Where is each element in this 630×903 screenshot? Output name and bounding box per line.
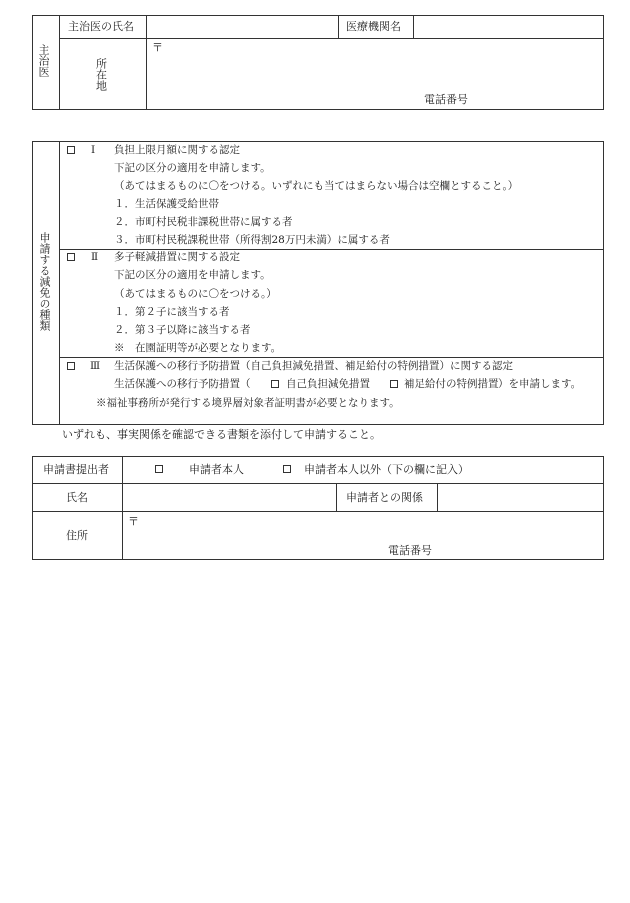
physician-label-divider: [146, 15, 147, 110]
institution-label: 医療機関名: [346, 20, 401, 33]
physician-name-field[interactable]: [150, 21, 335, 35]
submitter-self-checkbox[interactable]: [155, 465, 163, 473]
submitter-other-label: 申請者本人以外（下の欄に記入）: [304, 463, 469, 476]
submitter-label-divider: [122, 456, 123, 560]
section3-line1-suffix: ）を申請します。: [498, 378, 582, 390]
section1-item-1: １．生活保護受給世帯: [114, 198, 219, 210]
physician-phone-label: 電話番号: [424, 93, 468, 106]
submitter-other-checkbox[interactable]: [283, 465, 291, 473]
section1-item-3: ３．市町村民税課税世帯（所得割28万円未満）に属する者: [114, 234, 390, 246]
section2-item-1: １．第２子に該当する者: [114, 306, 230, 318]
section3-note: ※福祉事務所が発行する境界層対象者証明書が必要となります。: [96, 397, 400, 409]
section1-title: 負担上限月額に関する認定: [114, 144, 240, 156]
section2-line1: 下記の区分の適用を申請します。: [114, 269, 271, 281]
section3-opt1-label: 自己負担減免措置: [286, 378, 370, 390]
physician-divider: [59, 15, 60, 110]
section3-numeral: Ⅲ: [90, 360, 101, 372]
submitter-self-label: 申請者本人: [189, 463, 244, 476]
submitter-address-label: 住所: [66, 529, 88, 542]
section3-opt2-label: 補足給付の特例措置: [404, 378, 499, 390]
section1-line2: （あてはまるものに〇をつける。いずれにも当てはまらない場合は空欄とすること。）: [114, 180, 519, 192]
submitter-postal-mark: 〒: [128, 515, 139, 528]
submitter-row1-divider: [32, 483, 604, 484]
reduction-footnote: いずれも、事実関係を確認できる書類を添付して申請すること。: [62, 428, 381, 441]
physician-postal-mark: 〒: [152, 41, 163, 54]
physician-side-label: 主治医: [37, 44, 50, 77]
section2-line2: （あてはまるものに〇をつける。）: [114, 288, 277, 300]
section3-title: 生活保護への移行予防措置（自己負担減免措置、補足給付の特例措置）に関する認定: [114, 360, 513, 372]
section3-checkbox[interactable]: [67, 362, 75, 370]
section1-checkbox[interactable]: [67, 146, 75, 154]
section1-item-2: ２．市町村民税非課税世帯に属する者: [114, 216, 293, 228]
section1-line1: 下記の区分の適用を申請します。: [114, 162, 271, 174]
section1-numeral: Ⅰ: [91, 144, 96, 156]
submitter-row2-divider: [32, 511, 604, 512]
reduction-divider: [59, 141, 60, 425]
reduction-side-label: 申請する減免の種類: [38, 232, 51, 331]
physician-name-label: 主治医の氏名: [68, 20, 134, 33]
section1-bottom: [59, 249, 604, 250]
section3-line1-prefix: 生活保護への移行予防措置（: [114, 378, 251, 390]
institution-divider-left: [338, 15, 339, 38]
relation-field[interactable]: [441, 490, 600, 506]
physician-address-label: 所在地: [94, 58, 108, 91]
institution-divider-right: [413, 15, 414, 38]
section2-title: 多子軽減措置に関する設定: [114, 251, 240, 263]
submitter-label: 申請書提出者: [43, 463, 109, 476]
section3-opt1-checkbox[interactable]: [271, 380, 279, 388]
section2-bottom: [59, 357, 604, 358]
section2-note: ※ 在園証明等が必要となります。: [114, 342, 282, 354]
relation-label: 申請者との関係: [346, 491, 423, 504]
submitter-name-label: 氏名: [66, 491, 88, 504]
submitter-name-field[interactable]: [126, 490, 332, 506]
section2-checkbox[interactable]: [67, 253, 75, 261]
section2-item-2: ２．第３子以降に該当する者: [114, 324, 251, 336]
section2-numeral: Ⅱ: [91, 251, 99, 263]
relation-divider-right: [437, 483, 438, 511]
institution-field[interactable]: [417, 21, 600, 35]
relation-divider-left: [336, 483, 337, 511]
physician-row-divider: [59, 38, 604, 39]
section3-opt2-checkbox[interactable]: [390, 380, 398, 388]
submitter-phone-label: 電話番号: [388, 544, 432, 557]
